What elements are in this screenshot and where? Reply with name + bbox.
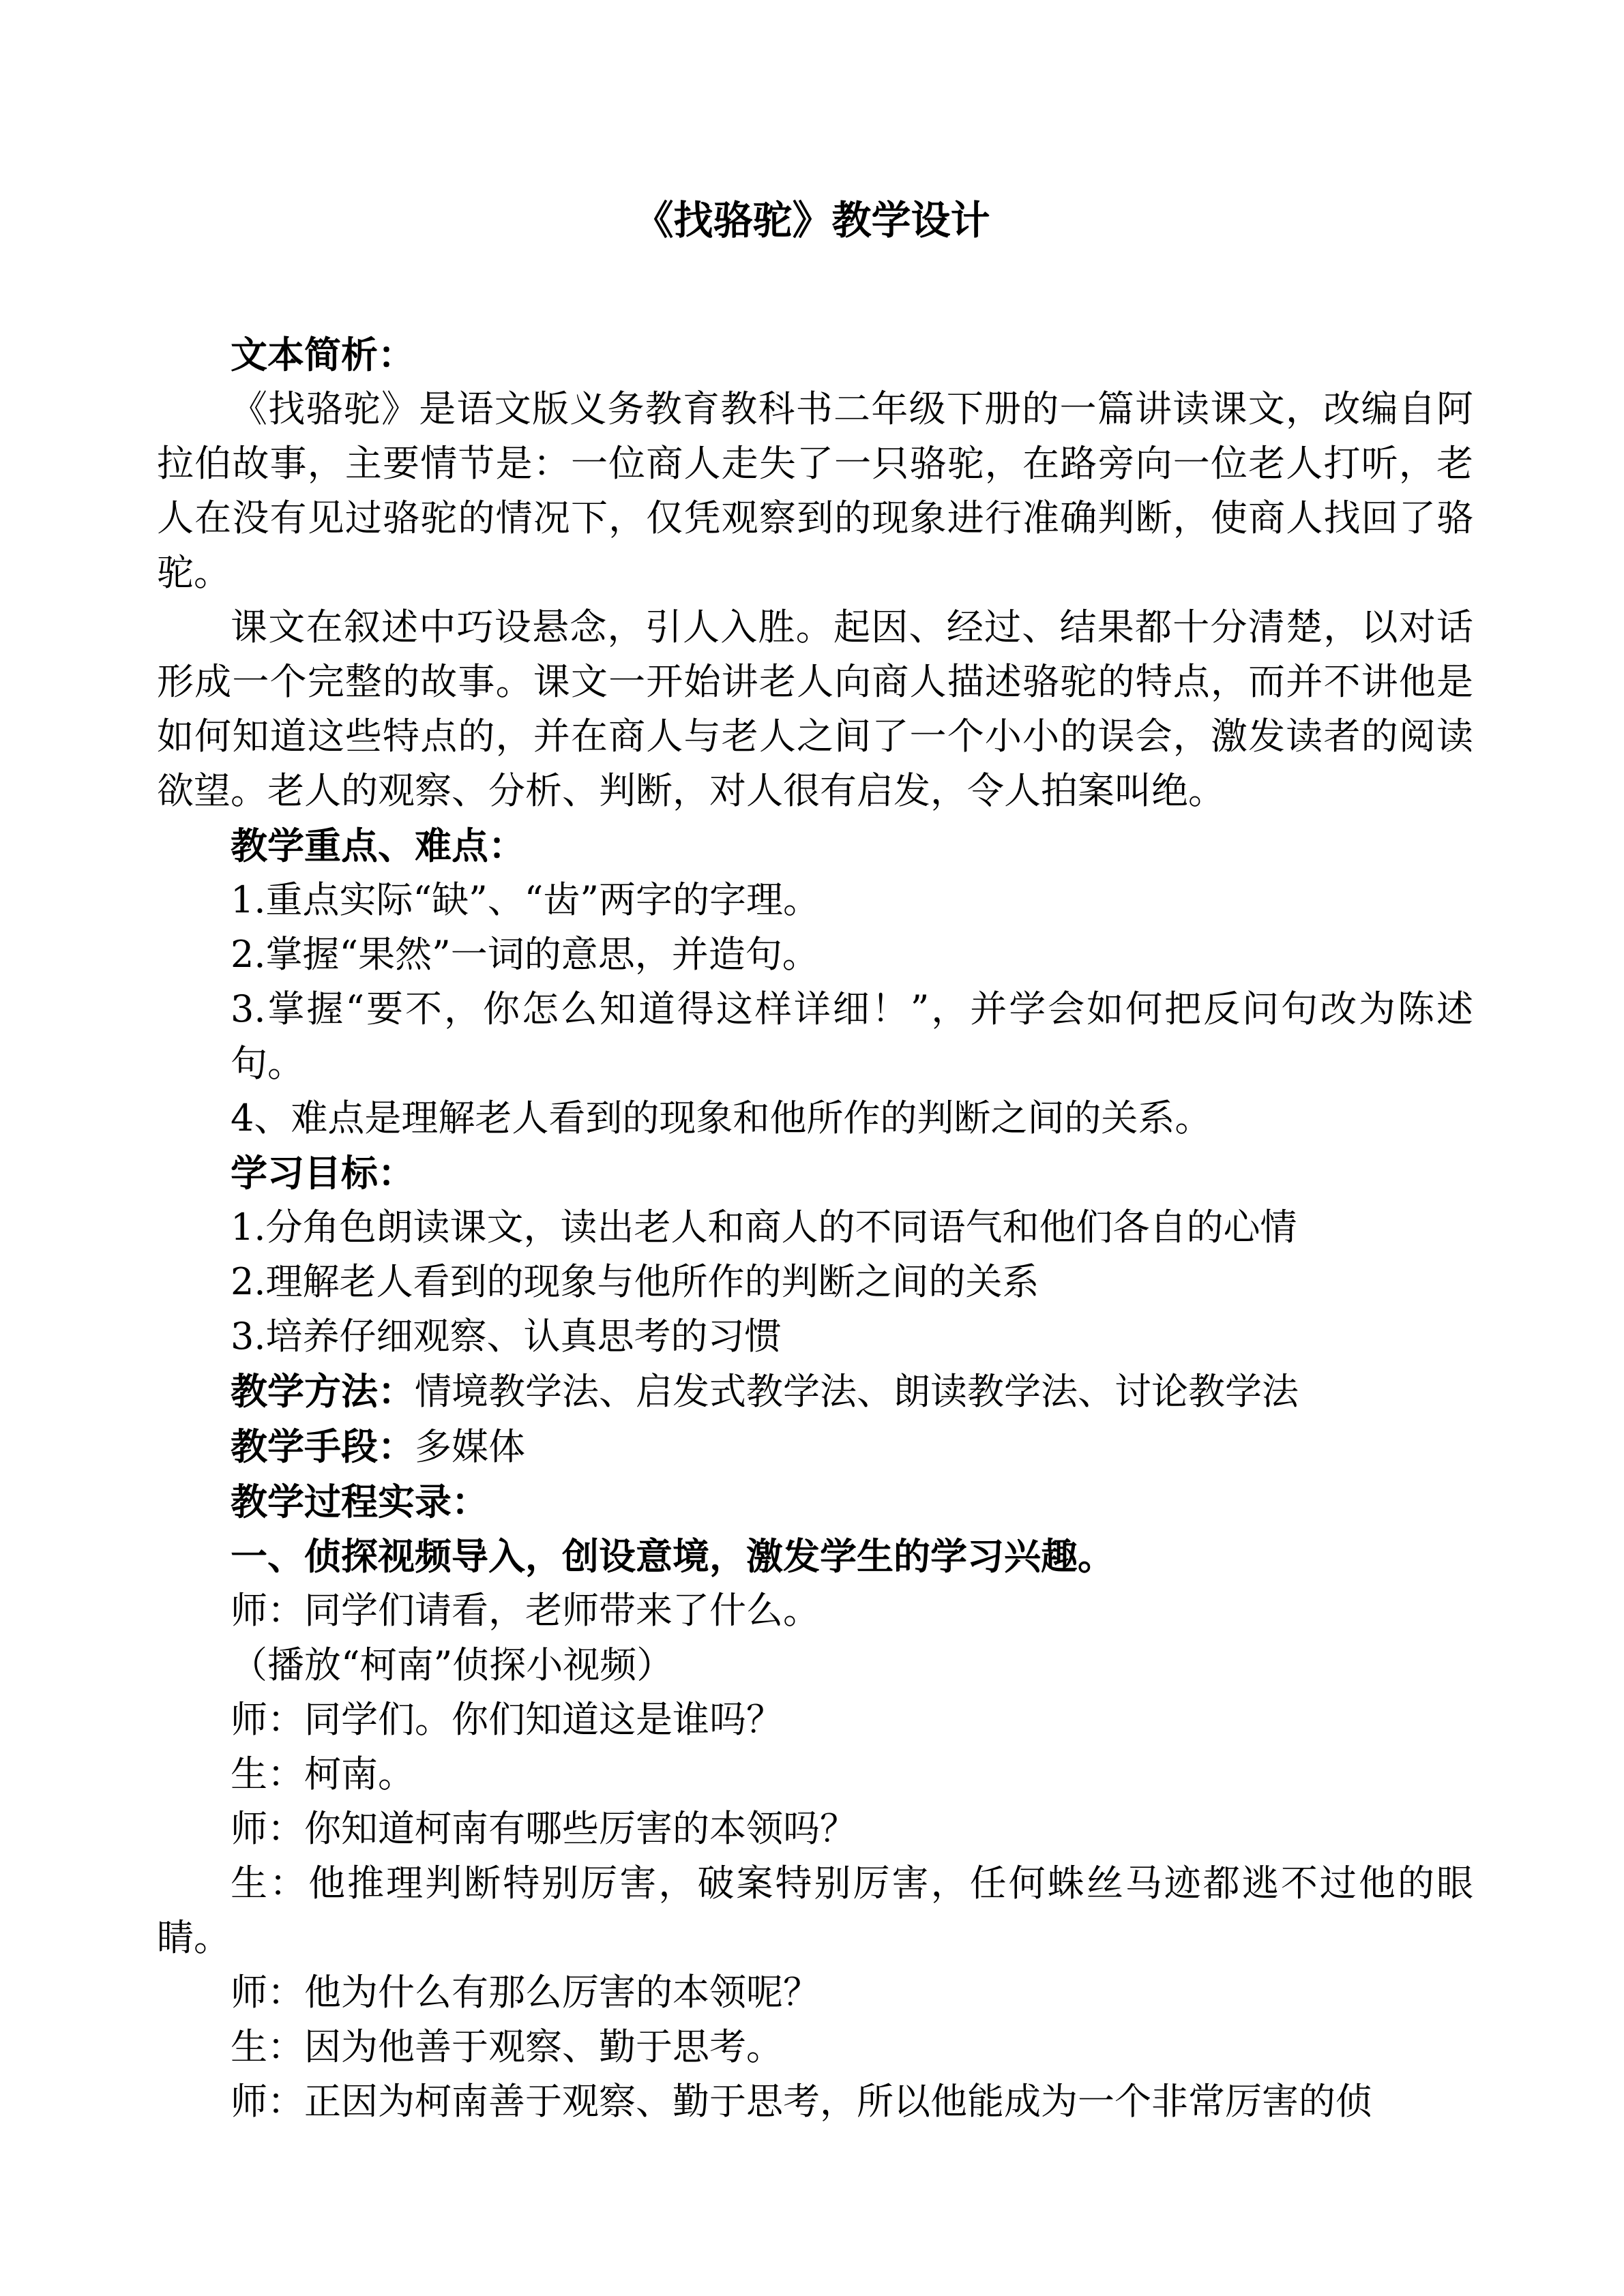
document-title: 《找骆驼》教学设计	[634, 197, 990, 243]
dialogue-line: （播放“柯南”侦探小视频）	[231, 1643, 674, 1686]
dialogue-line: 师：他为什么有那么厉害的本领呢？	[231, 1971, 820, 2014]
dialogue-line: 师：同学们。你们知道这是谁吗？	[231, 1698, 783, 1741]
teaching-means-label: 教学手段：	[231, 1425, 415, 1468]
dialogue-line: 师：正因为柯南善于观察、勤于思考，所以他能成为一个非常厉害的侦	[231, 2080, 1372, 2123]
key-point-item: 2.掌握“果然”一词的意思，并造句。	[231, 933, 819, 976]
document-body	[157, 327, 1473, 2129]
goal-item: 3.培养仔细观察、认真思考的习惯	[231, 1315, 782, 1358]
key-point-item: 4、难点是理解老人看到的现象和他所作的判断之间的关系。	[231, 1097, 1212, 1139]
goals-heading: 学习目标：	[231, 1151, 415, 1195]
teaching-method	[157, 1364, 1473, 1419]
dialogue-line: 师：你知道柯南有哪些厉害的本领吗？	[231, 1807, 857, 1850]
analysis-paragraph-2: 课文在叙述中巧设悬念，引人入胜。起因、经过、结果都十分清楚，以对话形成一个完整的故事。课文一开始讲老人向商人描述骆驼的特点，而并不讲他是如何知道这些特点的，并在商人与老人之间了一个小小的误会，激发读者的阅读欲望。老人的观察、分析、判断，对人很有启发，令人拍案叫绝。	[157, 606, 1473, 812]
teaching-means	[157, 1419, 1473, 1474]
teaching-means-value: 多媒体	[415, 1425, 525, 1468]
teaching-method-label: 教学方法：	[231, 1369, 415, 1413]
dialogue-line: 生：他推理判断特别厉害，破案特别厉害，任何蛛丝马迹都逃不过他的眼睛。	[157, 1862, 1473, 1959]
dialogue-line: 师：同学们请看，老师带来了什么。	[231, 1589, 820, 1632]
key-point-item: 3.掌握“要不，你怎么知道得这样详细！”，并学会如何把反问句改为陈述句。	[231, 987, 1473, 1085]
goal-item: 1.分角色朗读课文，读出老人和商人的不同语气和他们各自的心情	[231, 1206, 1297, 1249]
key-point-item: 1.重点实际“缺”、“齿”两字的字理。	[231, 878, 820, 921]
dialogue-line: 生：因为他善于观察、勤于思考。	[231, 2025, 783, 2068]
analysis-paragraph-1: 《找骆驼》是语文版义务教育教科书二年级下册的一篇讲读课文，改编自阿拉伯故事，主要情节是：一位商人走失了一只骆驼，在路旁向一位老人打听，老人在没有见过骆驼的情况下，仅凭观察到的现象进行准确判断，使商人找回了骆驼。	[157, 387, 1473, 594]
step-1-heading: 一、侦探视频导入，创设意境，激发学生的学习兴趣。	[231, 1534, 1114, 1578]
process-heading: 教学过程实录：	[231, 1480, 488, 1523]
analysis-heading: 文本简析：	[231, 333, 415, 376]
dialogue-line: 生：柯南。	[231, 1753, 415, 1795]
teaching-method-value: 情境教学法、启发式教学法、朗读教学法、讨论教学法	[415, 1370, 1299, 1413]
goal-item: 2.理解老人看到的现象与他所作的判断之间的关系	[231, 1260, 1039, 1303]
key-points-heading: 教学重点、难点：	[231, 824, 525, 867]
